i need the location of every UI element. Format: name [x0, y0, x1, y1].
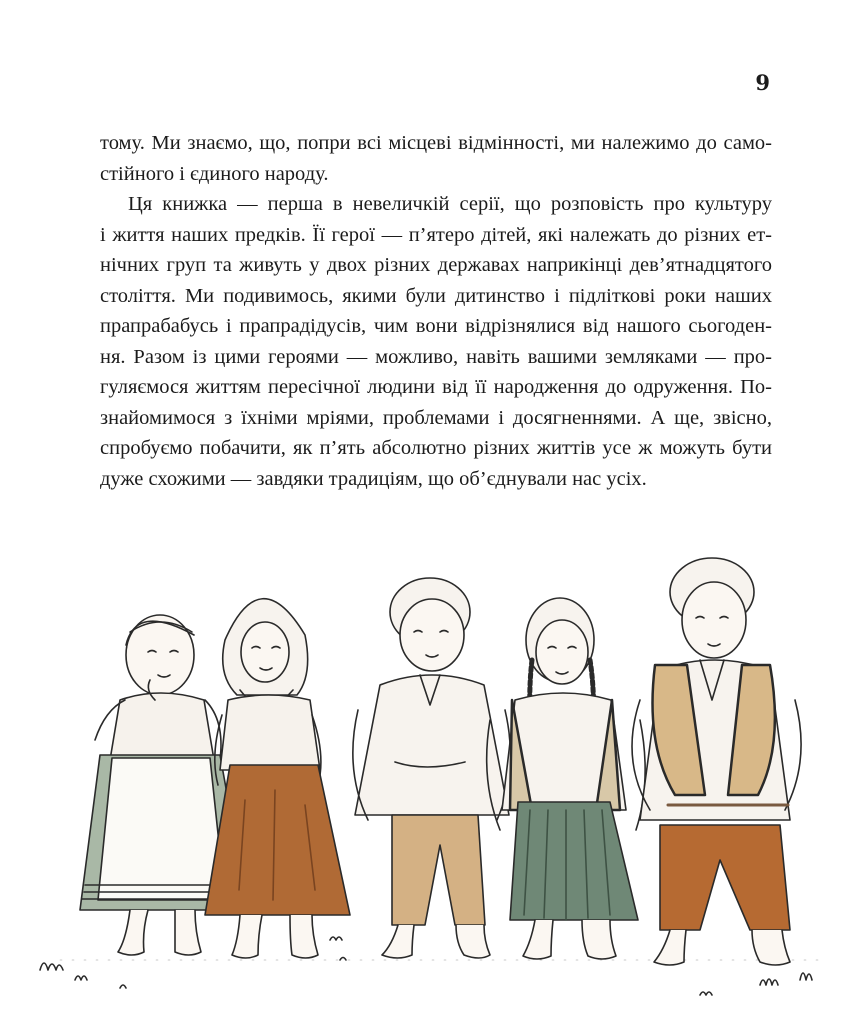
text-line: ня. Разом із цими героями — можливо, навіть вашими земляками — про-: [100, 345, 772, 368]
text-line: і життя наших предків. Її герої — п’ятеро дітей, які належать до різних ет-: [100, 223, 772, 246]
page-number: 9: [755, 70, 770, 95]
text-line: століття. Ми подивимось, якими були дитинство і підліткові роки наших: [100, 284, 772, 307]
children-illustration: [0, 540, 860, 1028]
child-girl-green-skirt: [487, 598, 645, 959]
paragraph-2: [100, 189, 772, 494]
child-girl-rust-skirt: [205, 599, 350, 958]
text-line: тому. Ми знаємо, що, попри всі місцеві відмінності, ми належимо до само-: [100, 132, 772, 154]
paragraph-1: [100, 128, 772, 189]
text-line: дуже схожими — завдяки традиціям, що об’єднували нас усіх.: [100, 467, 647, 490]
child-boy-rust-trousers: [632, 558, 801, 965]
text-line: Ця книжка — перша в невеличкій серії, що розповість про культуру: [128, 193, 772, 215]
text-line: спробуємо побачити, як п’ять абсолютно різних життів усе ж можуть бути: [100, 437, 772, 459]
text-line: стійного і єдиного народу.: [100, 162, 329, 185]
five-children-drawing: [0, 540, 860, 1028]
grass-strokes: [40, 937, 820, 995]
text-line: нічних груп та живуть у двох різних державах наприкінці дев’ятнадцятого: [100, 254, 772, 276]
text-line: гуляємося життям пересічної людини від її народження до одруження. По-: [100, 376, 772, 398]
text-line: прапрабабусь і прапрадідусів, чим вони відрізнялися від нашого сьогоден-: [100, 315, 772, 337]
text-line: знайомимося з їхніми мріями, проблемами і досягненнями. А ще, звісно,: [100, 406, 772, 429]
body-text: [100, 128, 772, 494]
